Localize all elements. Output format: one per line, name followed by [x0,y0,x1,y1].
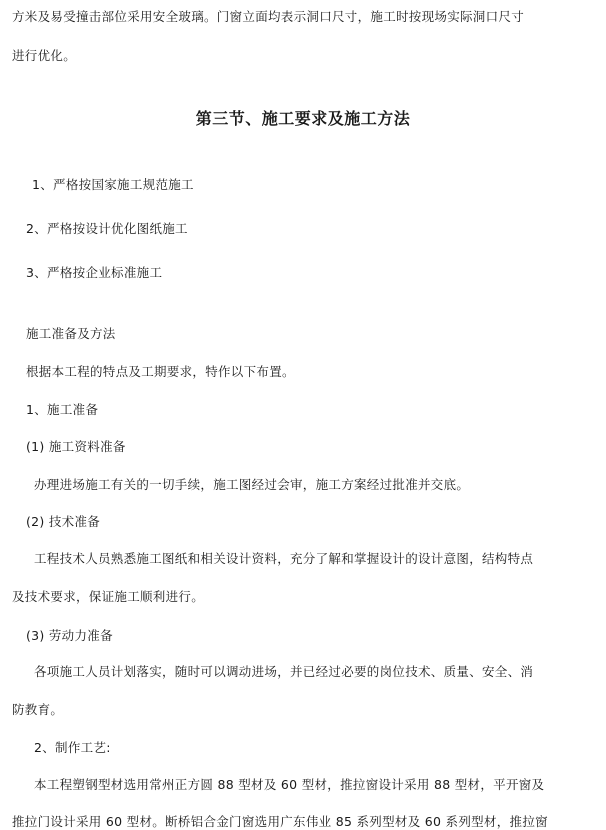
craft-text-2: 推拉门设计采用 60 型材。断桥铝合金门窗选用广东伟业 85 系列型材及 60 系列型材，推拉窗 [12,814,548,829]
prep-sub-2-text-2: 及技术要求，保证施工顺利进行。 [12,589,205,604]
requirement-2: 2、严格按设计优化图纸施工 [26,221,188,236]
prep-heading: 施工准备及方法 [26,326,116,341]
craft-text-1: 本工程塑钢型材选用常州正方圆 88 型材及 60 型材，推拉窗设计采用 88 型材，平开窗及 [34,777,545,792]
intro-line-2: 进行优化。 [12,48,77,63]
prep-sub-3-text-1: 各项施工人员计划落实，随时可以调动进场，并已经过必要的岗位技术、质量、安全、消 [34,664,534,679]
craft-heading: 2、制作工艺: [34,740,111,755]
prep-sub-3: (3) 劳动力准备 [26,628,113,643]
prep-sub-3-text-2: 防教育。 [12,702,64,717]
prep-item-1: 1、施工准备 [26,402,99,417]
prep-intro: 根据本工程的特点及工期要求，特作以下布置。 [26,364,295,379]
prep-sub-2: (2) 技术准备 [26,514,101,529]
requirement-3: 3、严格按企业标准施工 [26,265,163,280]
prep-sub-1-text: 办理进场施工有关的一切手续，施工图经过会审，施工方案经过批准并交底。 [34,477,470,492]
prep-sub-2-text-1: 工程技术人员熟悉施工图纸和相关设计资料，充分了解和掌握设计的设计意图，结构特点 [34,551,534,566]
section-title: 第三节、施工要求及施工方法 [195,109,411,128]
prep-sub-1: (1) 施工资料准备 [26,439,126,454]
intro-line-1: 方米及易受撞击部位采用安全玻璃。门窗立面均表示洞口尺寸，施工时按现场实际洞口尺寸 [12,9,525,24]
requirement-1: 1、严格按国家施工规范施工 [32,177,194,192]
